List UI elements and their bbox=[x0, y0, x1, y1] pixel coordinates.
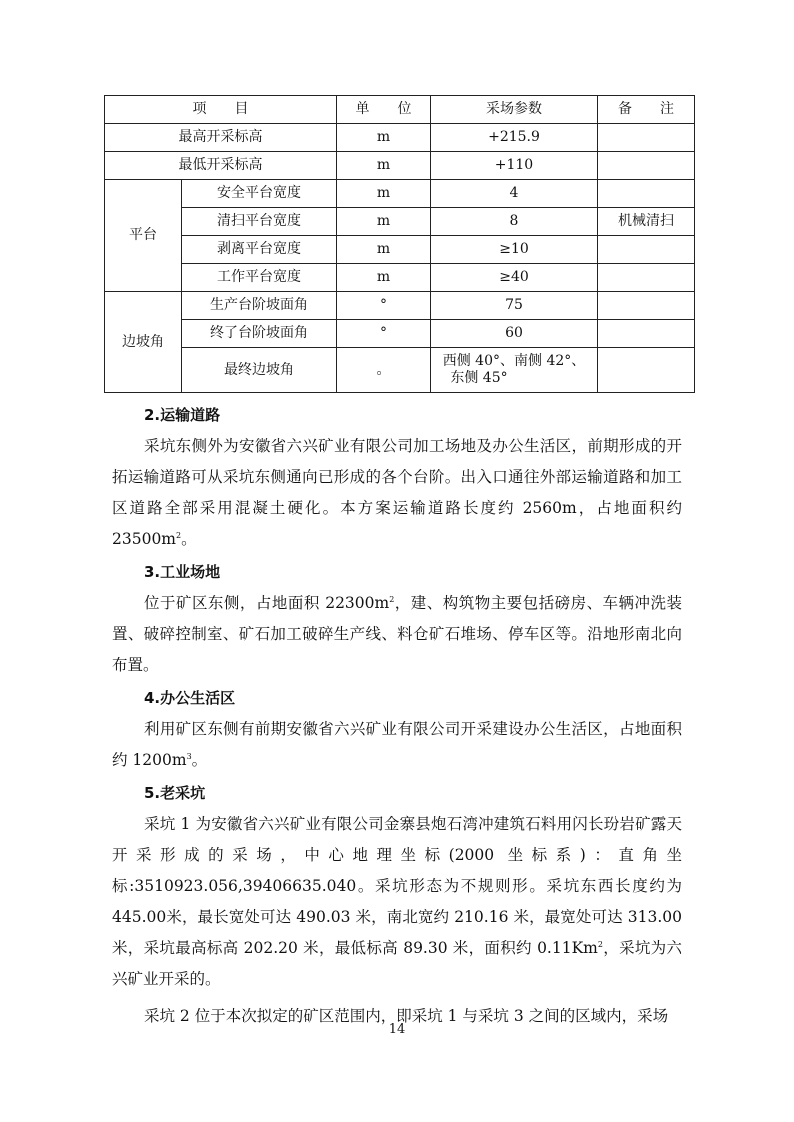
table-row bbox=[105, 264, 695, 292]
item-cell: 剥离平台宽度 bbox=[182, 236, 337, 264]
value-cell: ≥40 bbox=[431, 264, 598, 292]
remark-cell bbox=[598, 152, 695, 180]
table-header-row bbox=[105, 96, 695, 124]
table-row bbox=[105, 236, 695, 264]
item-cell: 工作平台宽度 bbox=[182, 264, 337, 292]
header-value: 采场参数 bbox=[431, 96, 598, 124]
value-cell: ≥10 bbox=[431, 236, 598, 264]
paragraph-office-area bbox=[112, 714, 682, 776]
value-cell: +215.9 bbox=[431, 124, 598, 152]
value-line-1: 西侧 40°、南侧 42°、 bbox=[442, 353, 586, 369]
table-row bbox=[105, 124, 695, 152]
remark-cell: 机械清扫 bbox=[598, 208, 695, 236]
value-cell: 75 bbox=[431, 292, 598, 320]
paragraph-text: ，建、构筑物主要包括磅房、车辆冲洗装置、破碎控制室、矿石加工破碎生产线、料仓矿石堆场、停车区等。沿地形南北向布置。 bbox=[112, 594, 682, 674]
paragraph-text: 采坑 1 为安徽省六兴矿业有限公司金寨县炮石湾冲建筑石料用闪长玢岩矿露天开采形成的采场，中心地理坐标(2000 坐标系)：直角坐标:3510923.056,39406635.040。采坑形态为不规则形。采坑东西长度约为445.00米，最长宽处可达 490.03 米，南北宽约 210.16 米，最宽处可达 313.00 米，采坑最高标高 202.20 米，最低标高 89.30 米，面积约 0.11Km bbox=[112, 815, 682, 957]
group-cell-platform: 平台 bbox=[105, 180, 182, 292]
unit-cell: 。 bbox=[337, 348, 431, 393]
paragraph-text: 位于矿区东侧，占地面积 22300m bbox=[144, 594, 390, 612]
table-row bbox=[105, 348, 695, 393]
value-cell: +110 bbox=[431, 152, 598, 180]
remark-cell bbox=[598, 292, 695, 320]
group-cell-slope: 边坡角 bbox=[105, 292, 182, 393]
paragraph-text: 采坑东侧外为安徽省六兴矿业有限公司加工场地及办公生活区，前期形成的开拓运输道路可从采坑东侧通向已形成的各个台阶。出入口通往外部运输道路和加工区道路全部采用混凝土硬化。本方案运输道路长度约 2560m，占地面积约 23500m bbox=[112, 437, 682, 548]
remark-cell bbox=[598, 180, 695, 208]
value-cell: 4 bbox=[431, 180, 598, 208]
superscript: 2 bbox=[597, 939, 603, 949]
paragraph-tail: 。 bbox=[181, 530, 197, 548]
item-cell: 清扫平台宽度 bbox=[182, 208, 337, 236]
page-number: 14 bbox=[388, 1022, 406, 1037]
superscript: 3 bbox=[186, 751, 192, 761]
remark-cell bbox=[598, 348, 695, 393]
table-row bbox=[105, 320, 695, 348]
item-cell: 最终边坡角 bbox=[182, 348, 337, 393]
item-cell: 安全平台宽度 bbox=[182, 180, 337, 208]
superscript: 2 bbox=[389, 594, 395, 604]
value-line-2: 东侧 45° bbox=[450, 370, 508, 386]
remark-cell bbox=[598, 320, 695, 348]
paragraph-transport-road bbox=[112, 431, 682, 555]
item-cell: 最高开采标高 bbox=[105, 124, 337, 152]
item-cell: 终了台阶坡面角 bbox=[182, 320, 337, 348]
unit-cell: m bbox=[337, 208, 431, 236]
paragraph-tail: 。 bbox=[191, 751, 208, 769]
unit-cell: m bbox=[337, 264, 431, 292]
item-cell: 生产台阶坡面角 bbox=[182, 292, 337, 320]
paragraph-pit-2: 采坑 2 位于本次拟定的矿区范围内，即采坑 1 与采坑 3 之间的区域内，采场 bbox=[144, 1007, 669, 1025]
paragraph-industrial-site bbox=[112, 588, 682, 681]
header-remark: 备 注 bbox=[598, 96, 695, 124]
section-heading-industrial-site: 3.工业场地 bbox=[144, 563, 221, 581]
item-cell: 最低开采标高 bbox=[105, 152, 337, 180]
value-cell bbox=[431, 348, 598, 393]
table-row bbox=[105, 180, 695, 208]
remark-cell bbox=[598, 124, 695, 152]
header-item: 项 目 bbox=[105, 96, 337, 124]
unit-cell: ° bbox=[337, 320, 431, 348]
unit-cell: m bbox=[337, 152, 431, 180]
paragraph-text: ，采坑为六兴矿业开采的。 bbox=[112, 939, 682, 988]
parameter-table bbox=[104, 95, 695, 393]
unit-cell: ° bbox=[337, 292, 431, 320]
unit-cell: m bbox=[337, 236, 431, 264]
remark-cell bbox=[598, 264, 695, 292]
paragraph-pit-1 bbox=[112, 809, 682, 995]
section-heading-old-pit: 5.老采坑 bbox=[144, 784, 206, 802]
table-row bbox=[105, 208, 695, 236]
paragraph-text: 利用矿区东侧有前期安徽省六兴矿业有限公司开采建设办公生活区，占地面积约 1200m bbox=[112, 720, 682, 769]
unit-cell: m bbox=[337, 124, 431, 152]
section-heading-transport-road: 2.运输道路 bbox=[144, 406, 221, 424]
value-cell: 60 bbox=[431, 320, 598, 348]
value-cell: 8 bbox=[431, 208, 598, 236]
body-content bbox=[112, 398, 682, 1032]
table-row bbox=[105, 152, 695, 180]
remark-cell bbox=[598, 236, 695, 264]
header-unit: 单 位 bbox=[337, 96, 431, 124]
superscript: 2 bbox=[176, 530, 182, 540]
unit-cell: m bbox=[337, 180, 431, 208]
table-row bbox=[105, 292, 695, 320]
section-heading-office-area: 4.办公生活区 bbox=[144, 689, 236, 707]
